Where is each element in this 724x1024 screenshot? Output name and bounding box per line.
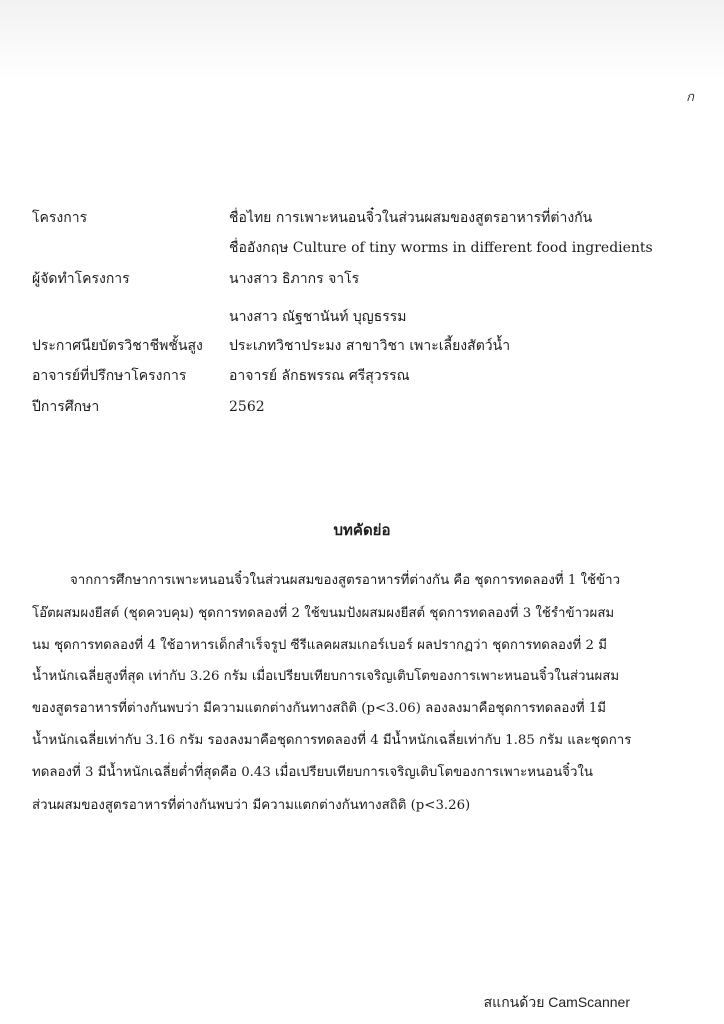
project-info-value: อาจารย์ ลักธพรรณ ศรีสุวรรณ xyxy=(229,368,410,384)
project-info-value: ชื่อไทย การเพาะหนอนจิ๋วในส่วนผสมของสูตรอาหารที่ต่างกัน xyxy=(229,210,593,226)
abstract-line: ส่วนผสมของสูตรอาหารที่ต่างกันพบว่า มีความแตกต่างกันทางสถิติ (p<3.26) xyxy=(32,798,471,813)
project-info-value: ชื่ออังกฤษ Culture of tiny worms in different food ingredients xyxy=(229,240,653,256)
project-info-row xyxy=(32,395,702,419)
camscanner-watermark: สแกนด้วย CamScanner xyxy=(483,994,630,1010)
page-number: ก xyxy=(686,90,694,105)
project-info-label: อาจารย์ที่ปรึกษาโครงการ xyxy=(32,368,187,384)
project-info-value: ประเภทวิชาประมง สาขาวิชา เพาะเลี้ยงสัตว์น้ำ xyxy=(229,338,511,354)
abstract-line: น้ำหนักเฉลี่ยสูงที่สุด เท่ากับ 3.26 กรัม เมื่อเปรียบเทียบการเจริญเติบโตของการเพาะหนอนจิ๋วในส่วนผสม xyxy=(32,669,620,684)
project-info-row xyxy=(32,305,702,329)
project-info-value: นางสาว ธิภากร จาโร xyxy=(229,271,360,287)
abstract-heading: บทคัดย่อ xyxy=(333,521,391,539)
project-info-row xyxy=(32,206,702,230)
project-info-row xyxy=(32,364,702,388)
project-info-label: ผู้จัดทำโครงการ xyxy=(32,271,130,287)
project-info-value: 2562 xyxy=(229,399,265,415)
abstract-line: นม ชุดการทดลองที่ 4 ใช้อาหารเด็กสำเร็จรูป ซีรีแลคผสมเกอร์เบอร์ ผลปรากฏว่า ชุดการทดลองที่ 2 มี xyxy=(32,638,607,653)
project-info-label: ประกาศนียบัตรวิชาชีพชั้นสูง xyxy=(32,338,203,354)
project-info-label: โครงการ xyxy=(32,210,88,226)
project-info-row xyxy=(32,236,702,260)
project-info-row xyxy=(32,267,702,291)
abstract-line: ทดลองที่ 3 มีน้ำหนักเฉลี่ยต่ำที่สุดคือ 0.43 เมื่อเปรียบเทียบการเจริญเติบโตของการเพาะหนอนจิ๋วใน xyxy=(32,765,594,780)
abstract-line: โอ๊ตผสมผงยีสต์ (ชุดควบคุม) ชุดการทดลองที่ 2 ใช้ขนมปังผสมผงยีสต์ ชุดการทดลองที่ 3 ใช้รำข้าวผสม xyxy=(32,606,615,621)
project-info-row xyxy=(32,334,702,358)
project-info-value: นางสาว ณัฐชานันท์ บุญธรรม xyxy=(229,309,407,325)
abstract-line: น้ำหนักเฉลี่ยเท่ากับ 3.16 กรัม รองลงมาคือชุดการทดลองที่ 4 มีน้ำหนักเฉลี่ยเท่ากับ 1.85 กรัม และชุดการ xyxy=(32,733,632,748)
project-info-label: ปีการศึกษา xyxy=(32,399,100,415)
scan-edge-shadow xyxy=(0,0,724,80)
abstract-line: ของสูตรอาหารที่ต่างกันพบว่า มีความแตกต่างกันทางสถิติ (p<3.06) ลองลงมาคือชุดการทดลองที่ 1มี xyxy=(32,701,607,716)
abstract-line: จากการศึกษาการเพาะหนอนจิ๋วในส่วนผสมของสูตรอาหารที่ต่างกัน คือ ชุดการทดลองที่ 1 ใช้ข้าว xyxy=(70,573,621,588)
